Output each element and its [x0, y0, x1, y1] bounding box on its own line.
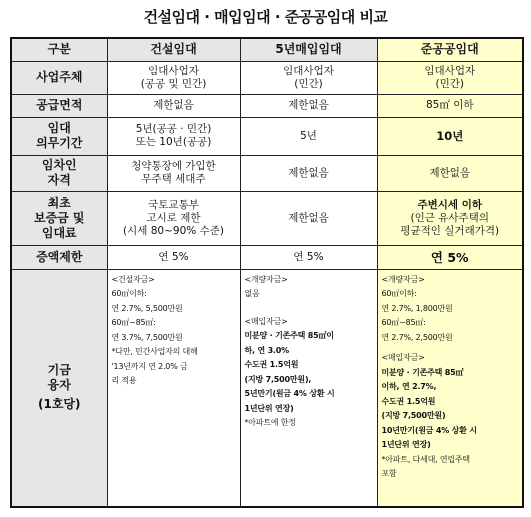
cell-fund-purchase: <개량자금> 없음 <매입자금> 미분양 · 기존주택 85㎡이 하, 연 3.0% 수도권 1.5억원 (지방 7,500만원), 5년만기(원금 4% 상환 시 1년단위 연장) *아파트에 한정: [240, 269, 377, 507]
table-header-row: [11, 38, 523, 61]
comparison-table: [10, 37, 524, 508]
header-category: 구분: [11, 38, 107, 61]
cell-fund-quasi: <개량자금> 60㎡이하: 연 2.7%, 1,800만원 60㎡~85㎡: 연 2.7%, 2,500만원 <매입자금> 미분양 · 기존주택 85㎡ 이하, 연 2.7%, 수도권 1.5억원 (지방 7,500만원) 10년만기(원금 4% 상환 시 1년단위 연장) *아파트, 다세대, 연립주택 포함: [377, 269, 523, 507]
table-row-deposit: [11, 191, 523, 245]
cell-area-quasi: 85㎡ 이하: [377, 94, 523, 117]
cell-increase-construction: 연 5%: [107, 245, 240, 269]
table-row-operator: [11, 61, 523, 94]
header-purchase-rental: 5년매입임대: [240, 38, 377, 61]
table-row-increase: [11, 245, 523, 269]
row-label-fund: 기금 융자 (1호당): [11, 269, 107, 507]
cell-operator-purchase: 임대사업자 (민간): [240, 61, 377, 94]
cell-increase-purchase: 연 5%: [240, 245, 377, 269]
cell-duty-purchase: 5년: [240, 117, 377, 155]
cell-deposit-purchase: 제한없음: [240, 191, 377, 245]
cell-fund-construction: <건설자금> 60㎡이하: 연 2.7%, 5,500만원 60㎡~85㎡: 연 3.7%, 7,500만원 *다만, 민간사업자의 대해 '13년까지 연 2.0% 금 리 적용: [107, 269, 240, 507]
cell-operator-construction: 임대사업자 (공공 및 민간): [107, 61, 240, 94]
row-label-deposit: 최초 보증금 및 임대료: [11, 191, 107, 245]
cell-deposit-construction: 국토교통부 고시로 제한 (시세 80~90% 수준): [107, 191, 240, 245]
cell-tenant-quasi: 제한없음: [377, 155, 523, 191]
cell-area-construction: 제한없음: [107, 94, 240, 117]
cell-deposit-quasi: 주변시세 이하 (인근 유사주택의 평균적인 실거래가격): [377, 191, 523, 245]
cell-operator-quasi: 임대사업자 (민간): [377, 61, 523, 94]
cell-duty-construction: 5년(공공 · 민간) 또는 10년(공공): [107, 117, 240, 155]
table-row-duty-period: [11, 117, 523, 155]
table-row-area: [11, 94, 523, 117]
cell-increase-quasi: 연 5%: [377, 245, 523, 269]
row-label-tenant: 임차인 자격: [11, 155, 107, 191]
row-label-duty-period: 임대 의무기간: [11, 117, 107, 155]
row-label-operator: 사업주체: [11, 61, 107, 94]
cell-duty-quasi: 10년: [377, 117, 523, 155]
cell-area-purchase: 제한없음: [240, 94, 377, 117]
row-label-area: 공급면적: [11, 94, 107, 117]
header-quasi-public-rental: 준공공임대: [377, 38, 523, 61]
cell-tenant-purchase: 제한없음: [240, 155, 377, 191]
header-construction-rental: 건설임대: [107, 38, 240, 61]
table-row-fund: [11, 269, 523, 507]
cell-tenant-construction: 청약통장에 가입한 무주택 세대주: [107, 155, 240, 191]
table-row-tenant: [11, 155, 523, 191]
page-title: 건설임대 · 매입임대 · 준공공임대 비교: [143, 8, 388, 26]
row-label-increase: 증액제한: [11, 245, 107, 269]
